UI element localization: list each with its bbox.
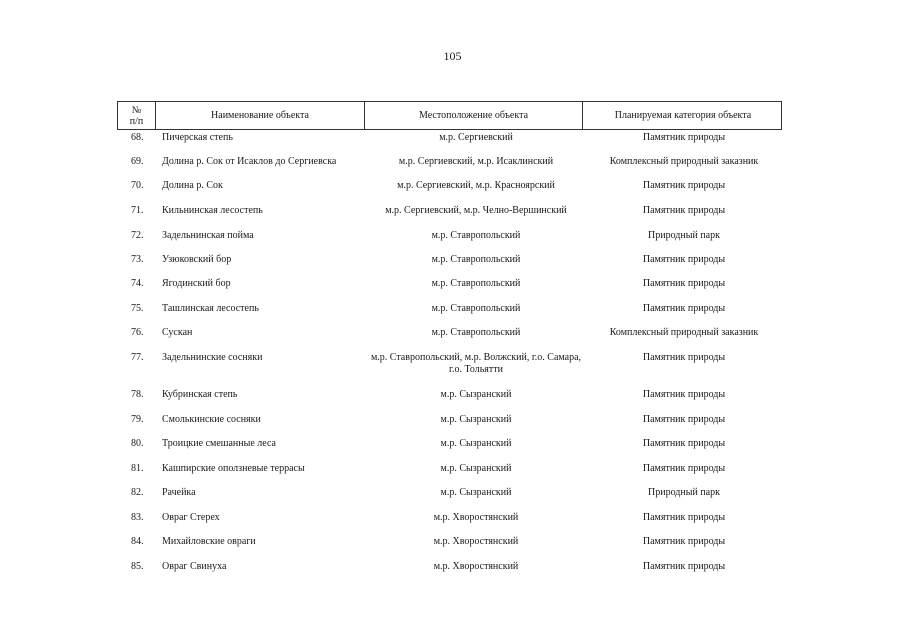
- object-name: Узюковский бор: [162, 254, 232, 265]
- object-location: м.р. Сергиевский, м.р. Челно-Вершинский: [385, 205, 567, 216]
- object-location: м.р. Ставропольский: [431, 278, 521, 289]
- object-location: м.р. Сызранский: [440, 414, 512, 425]
- object-category: Памятник природы: [642, 132, 726, 143]
- object-category: Памятник природы: [642, 512, 726, 523]
- object-location: м.р. Ставропольский: [431, 303, 521, 314]
- object-name: Долина р. Сок от Исаклов до Сергиевска: [162, 156, 337, 167]
- object-location: м.р. Хворостянский: [433, 536, 519, 547]
- object-location: м.р. Сызранский: [440, 487, 512, 498]
- object-location: м.р. Сергиевский, м.р. Исаклинский: [398, 156, 554, 167]
- object-name: Долина р. Сок: [162, 180, 223, 191]
- row-number: 83.: [131, 512, 144, 523]
- row-number: 73.: [131, 254, 144, 265]
- row-number: 69.: [131, 156, 144, 167]
- page-number: 105: [443, 49, 462, 63]
- row-number: 81.: [131, 463, 144, 474]
- row-number: 72.: [131, 230, 144, 241]
- object-category: Комплексный природный заказник: [609, 156, 759, 167]
- row-number: 71.: [131, 205, 144, 216]
- object-name: Задельнинская пойма: [162, 230, 254, 241]
- object-name: Пичерская степь: [162, 132, 233, 143]
- object-name: Овраг Стерех: [162, 512, 220, 523]
- object-location: м.р. Сергиевский, м.р. Красноярский: [397, 180, 555, 191]
- header-category: Планируемая категория объекта: [614, 110, 752, 121]
- row-number: 75.: [131, 303, 144, 314]
- object-location: м.р. Ставропольский, м.р. Волжский, г.о. Самара, г.о. Тольятти: [370, 352, 582, 375]
- object-category: Памятник природы: [642, 205, 726, 216]
- object-category: Памятник природы: [642, 254, 726, 265]
- object-category: Памятник природы: [642, 463, 726, 474]
- header-location: Местоположение объекта: [365, 102, 583, 129]
- object-category: Памятник природы: [642, 278, 726, 289]
- row-number: 77.: [131, 352, 144, 363]
- object-name: Михайловские овраги: [162, 536, 256, 547]
- object-category: Памятник природы: [642, 536, 726, 547]
- object-location: м.р. Сызранский: [440, 438, 512, 449]
- object-category: Природный парк: [648, 230, 720, 241]
- header-number-line2: п/п: [129, 115, 144, 127]
- object-name: Задельнинские сосняки: [162, 352, 263, 363]
- object-name: Кильнинская лесостепь: [162, 205, 263, 216]
- row-number: 76.: [131, 327, 144, 338]
- object-category: Памятник природы: [642, 438, 726, 449]
- object-category: Памятник природы: [642, 414, 726, 425]
- row-number: 84.: [131, 536, 144, 547]
- object-category: Комплексный природный заказник: [609, 327, 759, 338]
- object-category: Памятник природы: [642, 352, 726, 363]
- object-name: Сускан: [162, 327, 193, 338]
- table-header: [117, 101, 782, 130]
- object-location: м.р. Сызранский: [440, 463, 512, 474]
- object-name: Ягодинский бор: [162, 278, 231, 289]
- object-name: Овраг Свинуха: [162, 561, 227, 572]
- row-number: 70.: [131, 180, 144, 191]
- objects-table: [117, 101, 782, 572]
- header-name: Наименование объекта: [156, 102, 365, 129]
- object-location: м.р. Хворостянский: [433, 512, 519, 523]
- object-location: м.р. Хворостянский: [433, 561, 519, 572]
- object-name: Кашпирские оползневые террасы: [162, 463, 305, 474]
- object-name: Троицкие смешанные леса: [162, 438, 276, 449]
- object-location: м.р. Сергиевский: [439, 132, 513, 143]
- object-category: Памятник природы: [642, 180, 726, 191]
- object-location: м.р. Ставропольский: [431, 230, 521, 241]
- object-name: Рачейка: [162, 487, 196, 498]
- row-number: 82.: [131, 487, 144, 498]
- row-number: 78.: [131, 389, 144, 400]
- object-category: Памятник природы: [642, 389, 726, 400]
- object-name: Ташлинская лесостепь: [162, 303, 259, 314]
- row-number: 74.: [131, 278, 144, 289]
- row-number: 79.: [131, 414, 144, 425]
- object-category: Природный парк: [648, 487, 720, 498]
- object-name: Смолькинские сосняки: [162, 414, 261, 425]
- object-category: Памятник природы: [642, 561, 726, 572]
- row-number: 80.: [131, 438, 144, 449]
- object-location: м.р. Сызранский: [440, 389, 512, 400]
- header-number-line1: №: [131, 104, 142, 116]
- object-category: Памятник природы: [642, 303, 726, 314]
- object-location: м.р. Ставропольский: [431, 254, 521, 265]
- header-number: [118, 102, 156, 129]
- row-number: 85.: [131, 561, 144, 572]
- object-location: м.р. Ставропольский: [431, 327, 521, 338]
- object-name: Кубринская степь: [162, 389, 238, 400]
- row-number: 68.: [131, 132, 144, 143]
